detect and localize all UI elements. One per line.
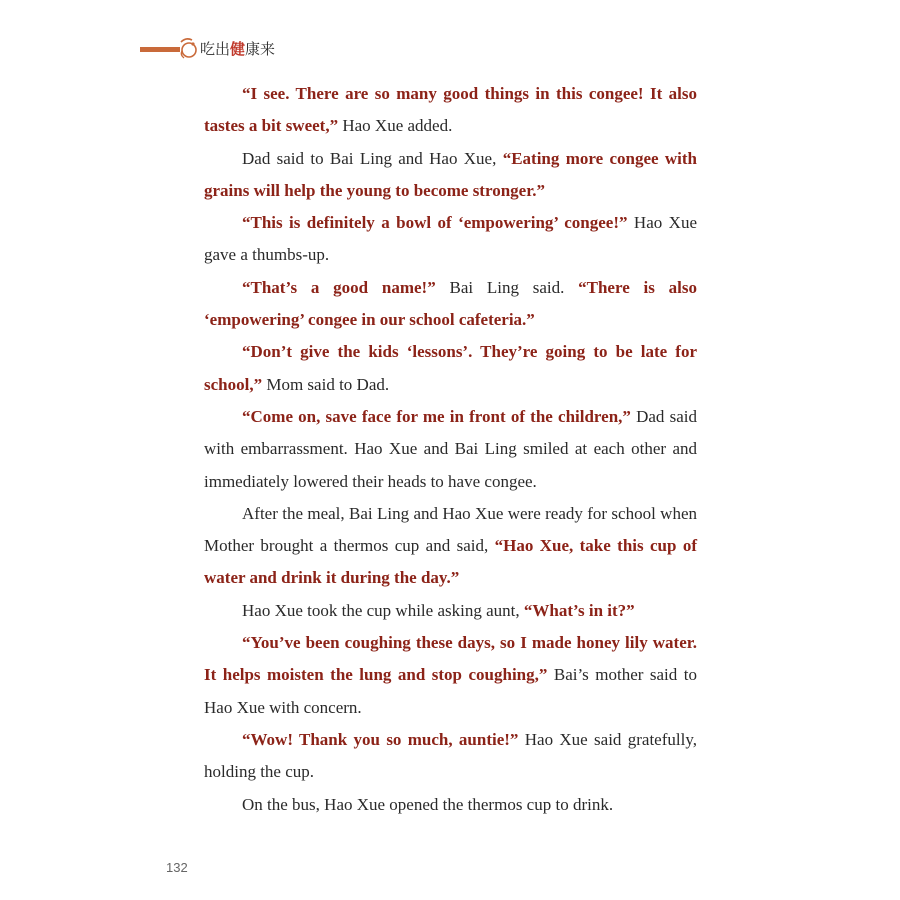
paragraph xyxy=(204,336,697,401)
body-text xyxy=(204,78,697,821)
narration-text: Bai’s mother said to Hao Xue with concern. xyxy=(204,665,697,717)
paragraph xyxy=(204,401,697,498)
dialogue-text: “Wow! Thank you so much, auntie!” xyxy=(242,729,519,749)
narration-text: On the bus, Hao Xue opened the thermos cup to drink. xyxy=(242,794,614,814)
dialogue-text: “Eating more congee with grains will help the young to become stronger.” xyxy=(204,148,697,200)
paragraph xyxy=(204,627,697,724)
narration-text: Hao Xue said gratefully, holding the cup. xyxy=(204,729,697,782)
running-header xyxy=(140,34,340,64)
paragraph xyxy=(204,78,697,143)
header-title-accent: 健 xyxy=(230,40,246,58)
header-title xyxy=(200,38,275,59)
dialogue-text: “That’s a good name!” xyxy=(242,277,436,297)
narration-text: After the meal, Bai Ling and Hao Xue were ready for school when Mother brought a thermos cup and said, xyxy=(204,503,697,556)
narration-text: Dad said to Bai Ling and Hao Xue, xyxy=(242,148,503,168)
page-number: 132 xyxy=(166,860,188,875)
dialogue-text: “I see. There are so many good things in this congee! It also tastes a bit sweet,” xyxy=(204,84,697,136)
paragraph xyxy=(204,595,697,627)
paragraph xyxy=(204,143,697,208)
narration-text: Hao Xue gave a thumbs-up. xyxy=(204,213,697,265)
paragraph xyxy=(204,789,697,821)
paragraph xyxy=(204,498,697,595)
narration-text: Hao Xue added. xyxy=(338,116,453,136)
header-rule xyxy=(140,47,180,52)
header-title-start: 吃出 xyxy=(200,40,231,58)
dialogue-text: “There is also ‘empowering’ congee in our school cafeteria.” xyxy=(204,277,697,330)
paragraph xyxy=(204,272,697,337)
dialogue-text: “This is definitely a bowl of ‘empowering’ congee!” xyxy=(242,213,628,233)
narration-text: Mom said to Dad. xyxy=(262,374,390,394)
dialogue-text: “You’ve been coughing these days, so I made honey lily water. It helps moisten the lung and stop coughing,” xyxy=(204,633,697,685)
narration-text: Bai Ling said. xyxy=(435,277,579,297)
dialogue-text: “Come on, save face for me in front of the children,” xyxy=(242,406,631,426)
paragraph xyxy=(204,724,697,789)
dialogue-text: “Don’t give the kids ‘lessons’. They’re going to be late for school,” xyxy=(204,342,697,394)
narration-text: Hao Xue took the cup while asking aunt, xyxy=(242,600,524,620)
dialogue-text: “What’s in it?” xyxy=(523,600,635,620)
dialogue-text: “Hao Xue, take this cup of water and drink it during the day.” xyxy=(204,536,698,588)
narration-text: Dad said with embarrassment. Hao Xue and Bai Ling smiled at each other and immediately lowered their heads to have congee. xyxy=(204,406,697,491)
paragraph xyxy=(204,207,697,272)
header-title-end: 康来 xyxy=(245,40,276,58)
